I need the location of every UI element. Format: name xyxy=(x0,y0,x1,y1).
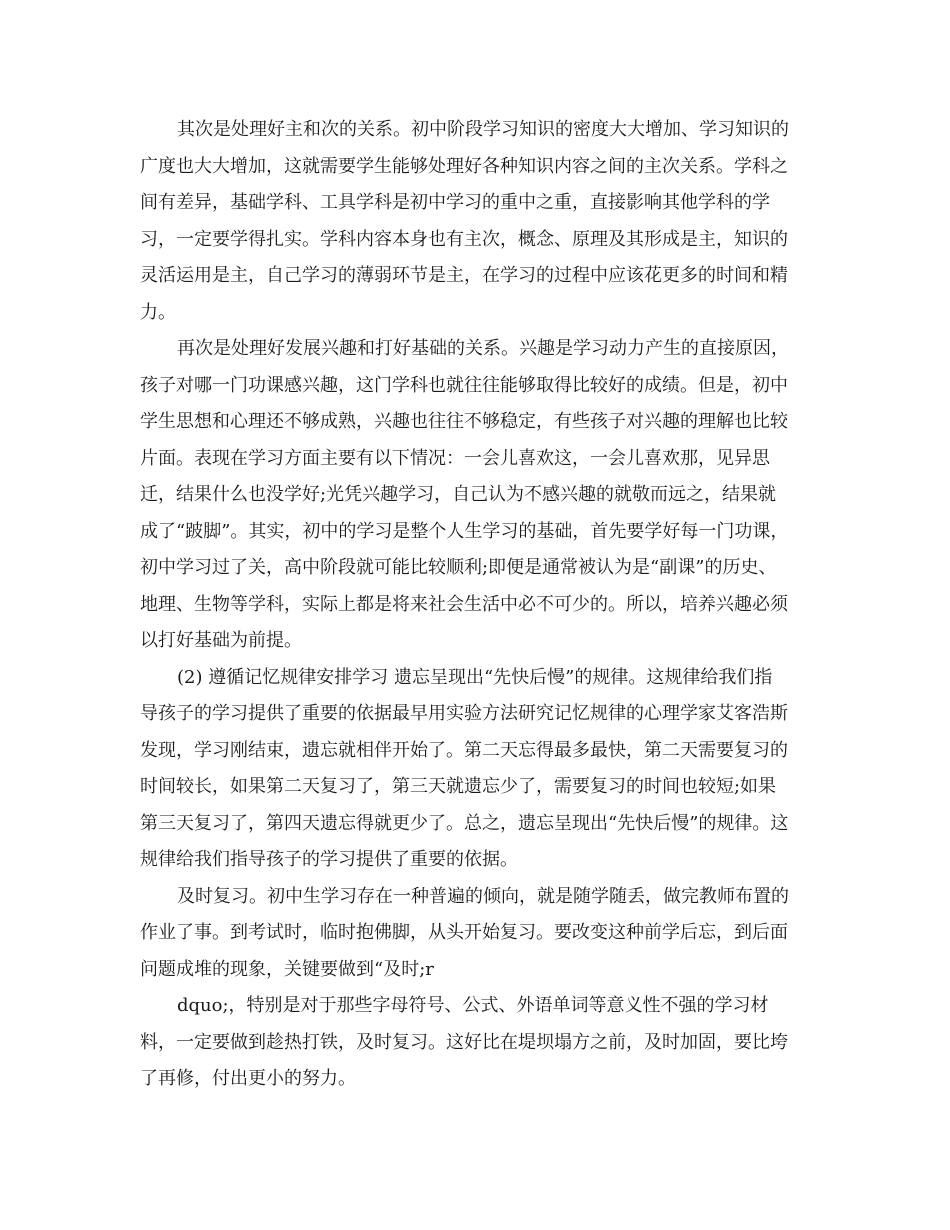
text-line: 作业了事。到考试时，临时抱佛脚，从头开始复习。要改变这种前学后忘，到后面 xyxy=(140,922,788,943)
text-line: 迁，结果什么也没学好;光凭兴趣学习，自己认为不感兴趣的就敬而远之，结果就 xyxy=(140,484,777,505)
paragraph-main-secondary xyxy=(140,112,815,331)
text-line: 片面。表现在学习方面主要有以下情况：一会儿喜欢这，一会儿喜欢那，见异思 xyxy=(140,447,770,469)
paragraph-interest-foundation xyxy=(140,331,815,660)
text-line: 时间较长，如果第二天复习了，第三天就遗忘少了，需要复习的时间也较短;如果 xyxy=(140,776,777,797)
text-line: dquo;，特别是对于那些字母符号、公式、外语单词等意义性不强的学习材 xyxy=(177,995,769,1016)
text-line: 发现，学习刚结束，遗忘就相伴开始了。第二天忘得最多最快，第二天需要复习的 xyxy=(140,739,788,761)
text-line: 习，一定要学得扎实。学科内容本身也有主次，概念、原理及其形成是主，知识的 xyxy=(140,228,788,250)
text-line: 了再修，付出更小的努力。 xyxy=(140,1068,356,1089)
text-line: 规律给我们指导孩子的学习提供了重要的依据。 xyxy=(140,849,518,870)
text-line: 以打好基础为前提。 xyxy=(140,630,302,651)
text-line: 孩子对哪一门功课感兴趣，这门学科也就往往能够取得比较好的成绩。但是，初中 xyxy=(140,374,788,396)
text-line: 其次是处理好主和次的关系。初中阶段学习知识的密度大大增加、学习知识的 xyxy=(177,119,789,140)
text-line: 初中学习过了关，高中阶段就可能比较顺利;即便是通常被认为是“副课”的历史、 xyxy=(140,557,777,578)
text-line: 成了“跛脚”。其实，初中的学习是整个人生学习的基础，首先要学好每一门功课， xyxy=(140,520,789,542)
text-line: 再次是处理好发展兴趣和打好基础的关系。兴趣是学习动力产生的直接原因， xyxy=(177,338,789,359)
text-line: 地理、生物等学科，实际上都是将来社会生活中必不可少的。所以，培养兴趣必须 xyxy=(140,593,788,615)
text-line: 间有差异，基础学科、工具学科是初中学习的重中之重，直接影响其他学科的学 xyxy=(140,192,770,213)
text-line: 及时复习。初中生学习存在一种普遍的倾向，就是随学随丢，做完教师布置的 xyxy=(177,885,789,907)
text-line: (2) 遵循记忆规律安排学习 遗忘呈现出“先快后慢”的规律。这规律给我们指 xyxy=(177,666,773,688)
paragraph-memory-law xyxy=(140,660,815,879)
text-line: 第三天复习了，第四天遗忘得就更少了。总之，遗忘呈现出“先快后慢”的规律。这 xyxy=(140,812,789,834)
text-line: 灵活运用是主，自己学习的薄弱环节是主，在学习的过程中应该花更多的时间和精 xyxy=(140,265,788,286)
text-line: 问题成堆的现象，关键要做到“及时;r xyxy=(140,958,434,980)
text-line: 广度也大大增加，这就需要学生能够处理好各种知识内容之间的主次关系。学科之 xyxy=(140,155,788,177)
text-line: 力。 xyxy=(140,301,176,323)
paragraph-review-continued xyxy=(140,988,815,1098)
document-body xyxy=(140,112,815,1098)
text-line: 料，一定要做到趁热打铁，及时复习。这好比在堤坝塌方之前，及时加固，要比垮 xyxy=(140,1031,788,1053)
text-line: 学生思想和心理还不够成熟，兴趣也往往不够稳定，有些孩子对兴趣的理解也比较 xyxy=(140,411,788,432)
paragraph-timely-review xyxy=(140,879,815,989)
text-line: 导孩子的学习提供了重要的依据最早用实验方法研究记忆规律的心理学家艾客浩斯 xyxy=(140,703,788,724)
